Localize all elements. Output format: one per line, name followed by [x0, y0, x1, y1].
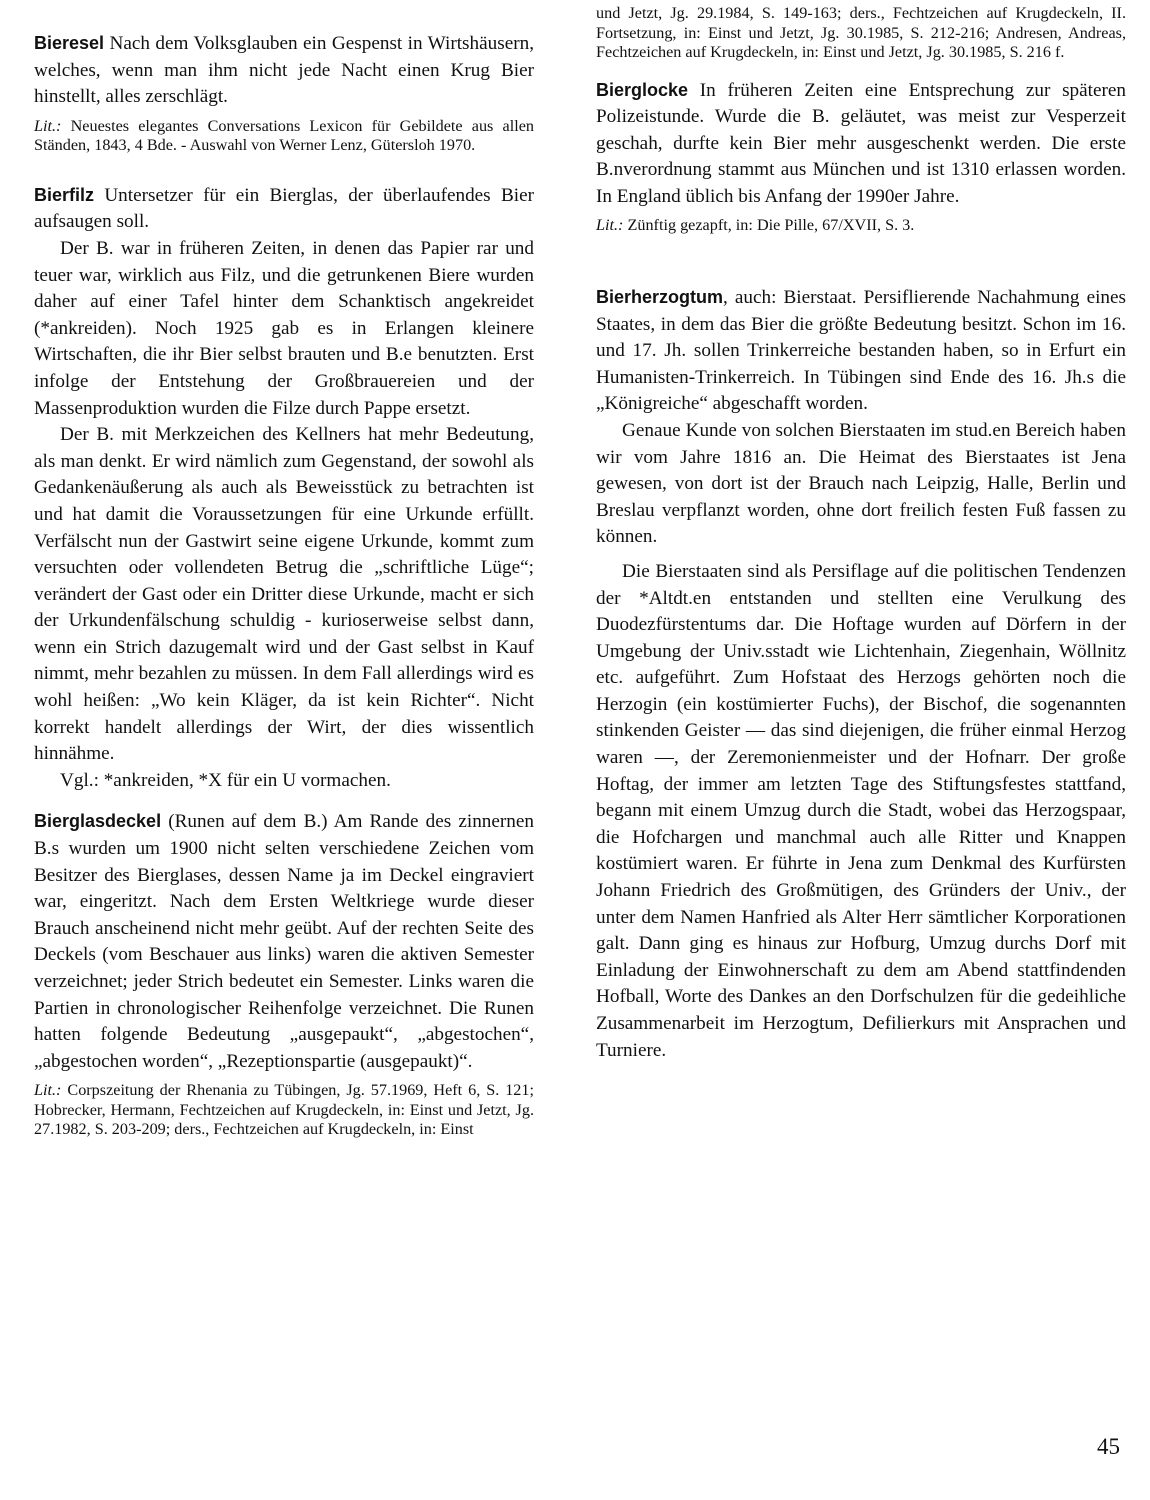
headword: Bierfilz: [34, 184, 95, 205]
page-number: 45: [1097, 1434, 1120, 1459]
lit-text: Neuestes elegantes Conversations Lexicon für Gebildete aus allen Ständen, 1843, 4 Bde. - Auswahl von Werner Lenz, Gütersloh 1970.: [34, 116, 534, 155]
lit-text: Zünftig gezapft, in: Die Pille, 67/XVII, S. 3.: [623, 216, 915, 235]
paragraph: Die Bierstaaten sind als Persiflage auf die politischen Tendenzen der *Altdt.en entstanden und stellten eine Verulkung des Duodezfürstentums dar. Die Hoftage wurden auf Dörfern in der Umgebung der Univ.sstadt wie Lichtenhain, Ziegenhain, Wöllnitz etc. aufgeführt. Zum Hofstaat des Herzogs gehörten noch die Herzogin (ein kostümierter Fuchs), der Bischof, die sogenannten stinkenden Geister — das sind diejenigen, die früher einmal Herzog waren —, der Zeremonienmeister und der Hofnarr. Der große Hoftag, der immer am letzten Tage des Stiftungsfestes stattfand, begann mit einem Umzug durch die Stadt, wobei das Herzogspaar, die Hofchargen und manchmal auch alle Ritter und Knappen kostümiert waren. Er führte in Jena zum Denkmal des Kurfürsten Johann Friedrich des Großmütigen, des Gründers der Univ., der unter dem Namen Hanfried als Alter Herr sämtlicher Korporationen galt. Dann ging es hinaus zur Hofburg, Umzug durchs Dorf mit Einladung der Einwohnerschaft zu dem am Abend stattfindenden Hofball, Worte des Dankes an den Dorfschulzen für die gedeihliche Zusammenarbeit im Herzogtum, Defilierkurs mit Ansprachen und Turniere.: [596, 560, 1126, 1061]
headword: Bierherzogtum: [596, 286, 724, 307]
headword: Bierglasdeckel: [34, 811, 162, 832]
entry-bierglasdeckel: [34, 808, 534, 1139]
spacer: [34, 4, 534, 30]
lit-label: Lit.:: [34, 1081, 62, 1100]
entry-body: [34, 182, 534, 236]
spacer: [34, 156, 534, 182]
entry-bierglocke: [596, 77, 1126, 236]
literature-reference: [596, 216, 1126, 236]
spacer: [34, 794, 534, 808]
spacer: [596, 236, 1126, 284]
definition-text: (Runen auf dem B.) Am Rande des zinnernen B.s wurden um 1900 nicht selten verschiedene Zeichen vom Besitzer des Bierglases, dessen Name ja im Deckel eingraviert war, eingeritzt. Nach dem Ersten Weltkriege wurde dieser Brauch anscheinend nicht mehr geübt. Auf der rechten Seite des Deckels (vom Beschauer aus links) waren die aktiven Semester verzeichnet; jeder Strich bedeutet ein Semester. Links waren die Partien in chronologischer Reihenfolge verzeichnet. Die Runen hatten folgende Bedeutung „ausgepaukt“, „abgestochen“, „abgestochen worden“, „Rezeptionspartie (ausgepaukt)“.: [34, 811, 534, 1072]
entry-body: [34, 808, 534, 1075]
right-column: [596, 4, 1126, 1064]
headword: Bierglocke: [596, 79, 689, 100]
paragraph: Der B. war in früheren Zeiten, in denen das Papier rar und teuer war, wirklich aus Filz, und die getrunkenen Biere wurden daher auf einer Tafel hinter dem Schanktisch angekreidet (*ankreiden). Noch 1925 gab es in Erlangen kleinere Wirtschaften, die ihr Bier selbst brauten und B.e benutzten. Erst infolge der Entstehung der Großbrauereien und der Massenproduktion wurden die Filze durch Pappe ersetzt.: [34, 237, 534, 419]
paragraph: Genaue Kunde von solchen Bierstaaten im stud.en Bereich haben wir vom Jahre 1816 an. Die Heimat des Bierstaates ist Jena gewesen, von dort ist der Brauch nach Leipzig, Halle, Berlin und Breslau verpflanzt worden, ohne dort freilich festen Fuß fassen zu können.: [596, 419, 1126, 548]
see-also: Vgl.: *ankreiden, *X für ein U vormachen.: [60, 769, 391, 791]
left-column: [34, 4, 534, 1140]
lit-label: Lit.:: [596, 216, 624, 235]
literature-reference: [34, 1081, 534, 1140]
definition-text: , auch: Bierstaat. Persiflierende Nachahmung eines Staates, in dem das Bier die größte Bedeutung besitzt. Schon im 16. und 17. Jh. sollen Trinkerreiche bestanden haben, so in Erfurt ein Humanisten-Trinkerreich. In Tübingen sind Ende des 16. Jh.s die „Königreiche“ abgeschafft worden.: [596, 286, 1126, 415]
paragraph: Der B. mit Merkzeichen des Kellners hat mehr Bedeutung, als man denkt. Er wird nämlich zum Gegenstand, der sowohl als Gedankenäußerung als auch als Beweisstück zu betrachten ist und hat damit die Voraussetzungen für eine Urkunde erfüllt. Verfälscht nun der Gastwirt seine eigene Urkunde, kommt zum versuchten oder vollendeten Betrug die „schriftliche Lüge“; verändert der Gast oder ein Dritter diese Urkunde, macht er sich der Urkundenfälschung schuldig - kurioserweise selbst dann, wenn ein Strich dazugemalt wird und der Gast selbst in Kauf nimmt, mehr bezahlen zu müssen. In dem Fall allerdings wird es wohl heißen: „Wo kein Kläger, da ist kein Richter“. Nicht korrekt handelt allerdings der Wirt, der dies wissentlich hinnähme.: [34, 424, 534, 765]
lit-label: Lit.:: [34, 116, 62, 135]
literature-reference: [34, 117, 534, 156]
definition-text: Nach dem Volksglauben ein Gespenst in Wirtshäusern, welches, wenn man ihm nicht jede Nacht einen Krug Bier hinstellt, alles zerschlägt.: [34, 33, 534, 108]
spacer: [596, 63, 1126, 77]
entry-body: [596, 77, 1126, 211]
entry-body: [34, 30, 534, 111]
entry-bieresel: [34, 30, 534, 156]
definition-text: Untersetzer für ein Bierglas, der überlaufendes Bier aufsaugen soll.: [34, 184, 534, 233]
literature-continuation: und Jetzt, Jg. 29.1984, S. 149-163; ders., Fechtzeichen auf Krugdeckeln, II. Fortsetzung, in: Einst und Jetzt, Jg. 30.1985, S. 212-216; Andresen, Andreas, Fechtzeichen auf Krugdeckeln, in: Einst und Jetzt, Jg. 30.1985, S. 216 f.: [596, 4, 1126, 61]
entry-bierherzogtum: [596, 284, 1126, 1064]
lit-text: Corpszeitung der Rhenania zu Tübingen, Jg. 57.1969, Heft 6, S. 121; Hobrecker, Hermann, Fechtzeichen auf Krugdeckeln, in: Einst und Jetzt, Jg. 27.1982, S. 203-209; ders., Fechtzeichen auf Krugdeckeln, in: Einst: [34, 1081, 534, 1139]
entry-bierfilz: [34, 182, 534, 795]
definition-text: In früheren Zeiten eine Entsprechung zur späteren Polizeistunde. Wurde die B. geläutet, was meist zur Vesperzeit geschah, durfte kein Bier mehr ausgeschenkt werden. Die erste B.nverordnung stammt aus München und ist 1310 erlassen worden. In England üblich bis Anfang der 1990er Jahre.: [596, 79, 1126, 207]
headword: Bieresel: [34, 33, 105, 53]
spacer: [596, 551, 1126, 559]
entry-body: [596, 284, 1126, 418]
